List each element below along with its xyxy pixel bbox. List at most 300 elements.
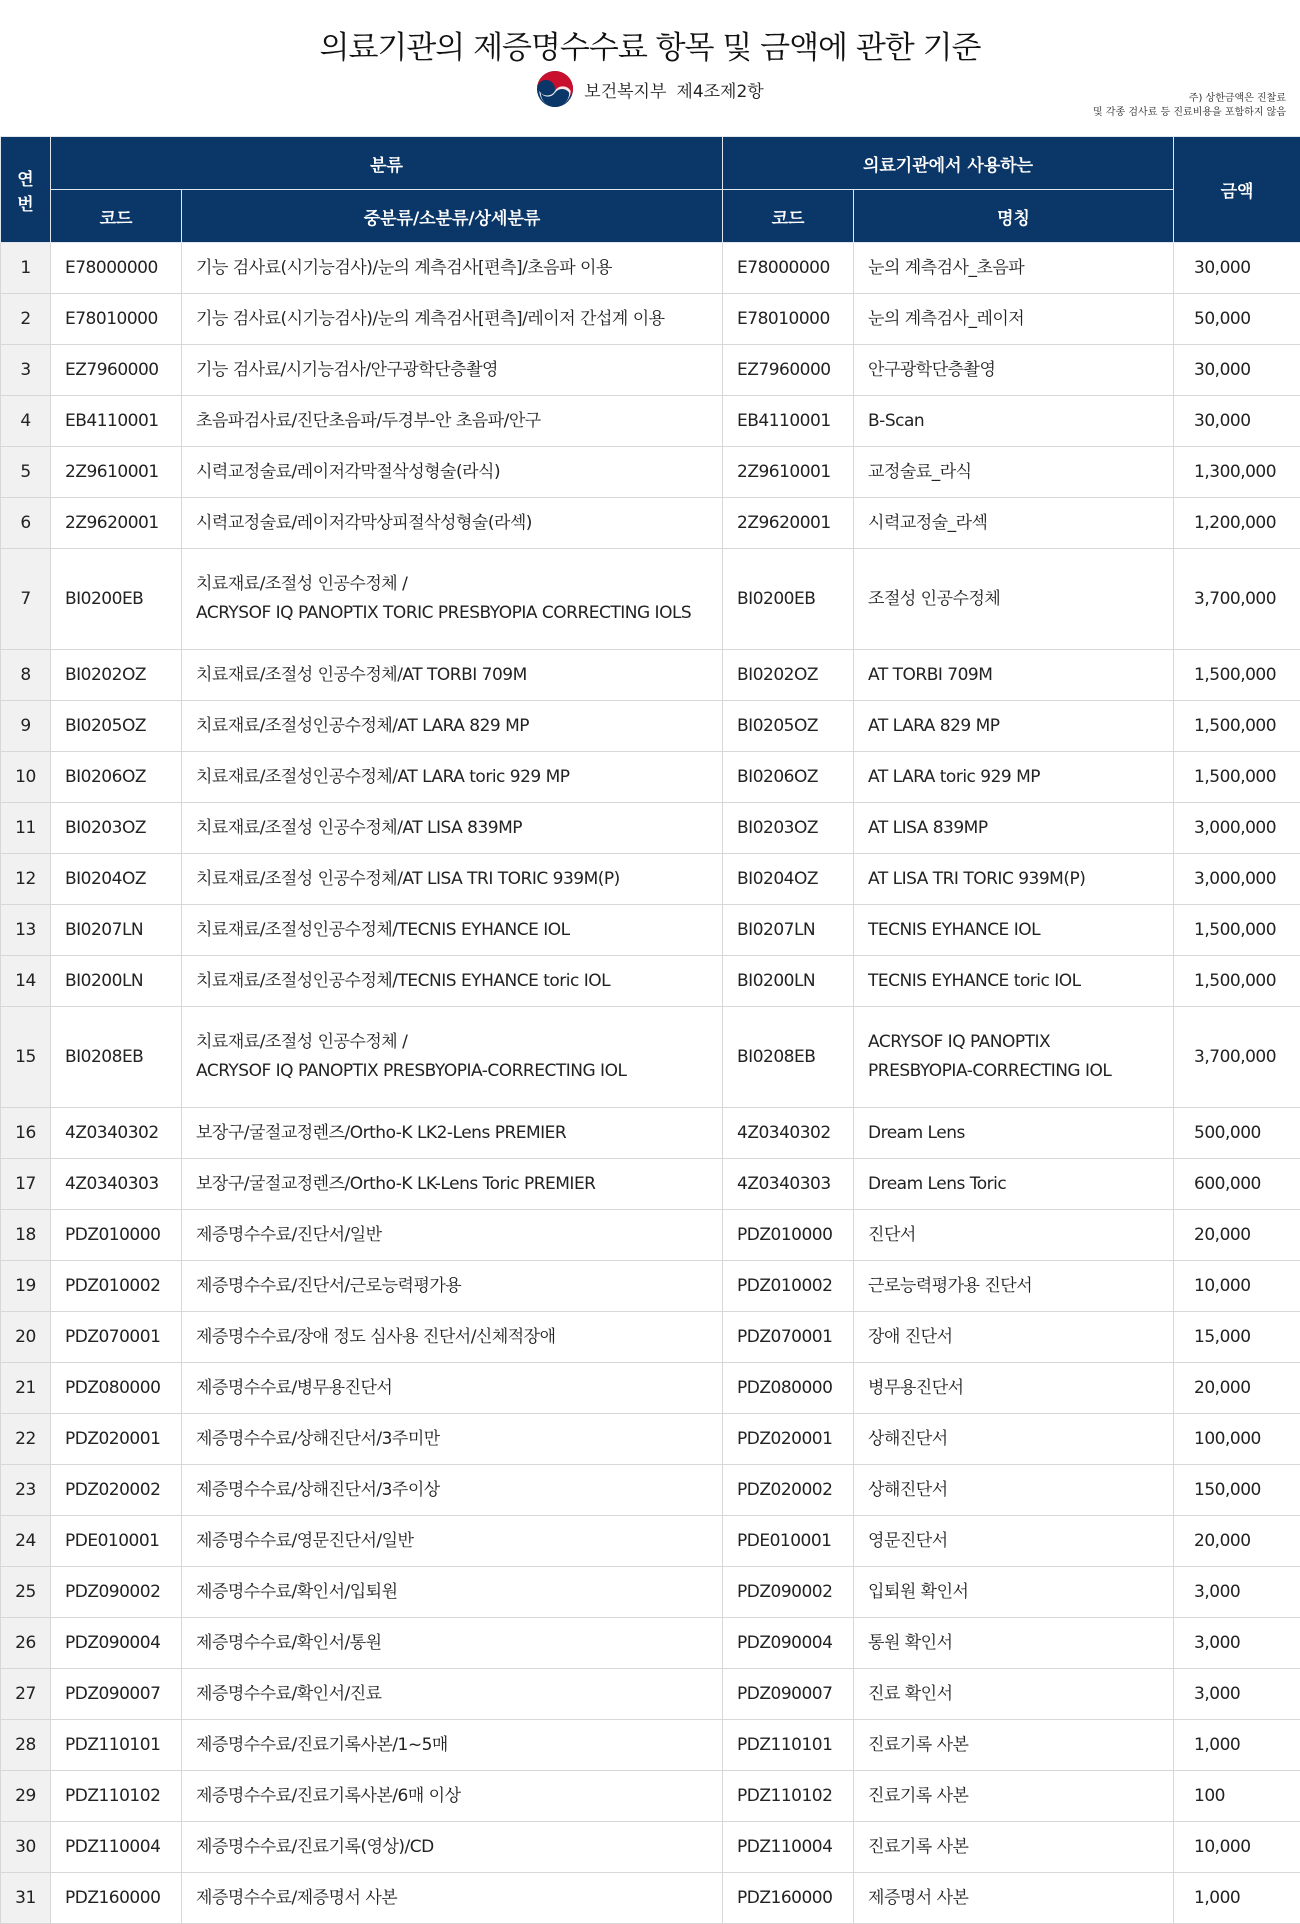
table-row (1, 294, 1300, 345)
amount-cell: 1,500,000 (1174, 650, 1300, 701)
category-line-1: 제증명수수료/진단서/근로능력평가용 (196, 1272, 722, 1301)
row-number: 9 (1, 701, 51, 752)
header-row-top (1, 137, 1300, 190)
amount-cell: 1,000 (1174, 1720, 1300, 1771)
row-number: 30 (1, 1822, 51, 1873)
amount-cell: 3,000 (1174, 1669, 1300, 1720)
classification-code: PDZ090007 (51, 1669, 182, 1720)
classification-code: PDZ080000 (51, 1363, 182, 1414)
amount-cell: 1,500,000 (1174, 905, 1300, 956)
category-cell (182, 1465, 723, 1516)
name-header: 명칭 (854, 190, 1174, 243)
institution-code: PDZ020001 (723, 1414, 854, 1465)
classification-code: E78000000 (51, 243, 182, 294)
institution-code: BI0204OZ (723, 854, 854, 905)
category-line-1: 제증명수수료/확인서/진료 (196, 1680, 722, 1709)
name-line-1: TECNIS EYHANCE toric IOL (868, 967, 1173, 996)
table-row (1, 1108, 1300, 1159)
table-row (1, 854, 1300, 905)
amount-cell: 30,000 (1174, 243, 1300, 294)
table-row (1, 1312, 1300, 1363)
name-line-1: AT TORBI 709M (868, 661, 1173, 690)
amount-cell: 20,000 (1174, 1363, 1300, 1414)
category-line-1: 시력교정술료/레이저각막상피절삭성형술(라섹) (196, 509, 722, 538)
name-line-2: PRESBYOPIA-CORRECTING IOL (868, 1057, 1173, 1086)
name-line-1: 진료 확인서 (868, 1680, 1173, 1709)
amount-cell: 50,000 (1174, 294, 1300, 345)
name-cell (854, 854, 1174, 905)
amount-cell: 20,000 (1174, 1210, 1300, 1261)
row-number: 12 (1, 854, 51, 905)
name-cell (854, 243, 1174, 294)
table-row (1, 1516, 1300, 1567)
row-number: 20 (1, 1312, 51, 1363)
institution-code: E78010000 (723, 294, 854, 345)
institution-code: PDZ080000 (723, 1363, 854, 1414)
category-line-1: 치료재료/조절성 인공수정체/AT TORBI 709M (196, 661, 722, 690)
table-row (1, 956, 1300, 1007)
table-row (1, 1007, 1300, 1108)
footnote-line-2: 및 각종 검사료 등 진료비용을 포함하지 않음 (1093, 106, 1286, 120)
classification-code: BI0200EB (51, 549, 182, 650)
row-number: 7 (1, 549, 51, 650)
category-line-1: 치료재료/조절성인공수정체/AT LARA toric 929 MP (196, 763, 722, 792)
classification-code: E78010000 (51, 294, 182, 345)
name-line-1: 제증명서 사본 (868, 1884, 1173, 1913)
category-cell (182, 905, 723, 956)
classification-header: 분류 (51, 137, 723, 190)
name-cell (854, 1414, 1174, 1465)
table-row (1, 1261, 1300, 1312)
institution-code: PDZ090004 (723, 1618, 854, 1669)
row-number: 6 (1, 498, 51, 549)
category-line-1: 치료재료/조절성인공수정체/AT LARA 829 MP (196, 712, 722, 741)
category-cell (182, 1159, 723, 1210)
name-line-1: Dream Lens Toric (868, 1170, 1173, 1199)
institution-code: PDZ020002 (723, 1465, 854, 1516)
amount-cell: 150,000 (1174, 1465, 1300, 1516)
category-line-1: 치료재료/조절성인공수정체/TECNIS EYHANCE toric IOL (196, 967, 722, 996)
table-row (1, 1618, 1300, 1669)
classification-code: PDZ110102 (51, 1771, 182, 1822)
name-line-1: 통원 확인서 (868, 1629, 1173, 1658)
institution-code: E78000000 (723, 243, 854, 294)
institution-code: BI0208EB (723, 1007, 854, 1108)
table-row (1, 1720, 1300, 1771)
category-header: 중분류/소분류/상세분류 (182, 190, 723, 243)
name-cell (854, 549, 1174, 650)
name-line-1: 상해진단서 (868, 1476, 1173, 1505)
name-cell (854, 905, 1174, 956)
category-line-1: 제증명수수료/진료기록사본/6매 이상 (196, 1782, 722, 1811)
table-row (1, 243, 1300, 294)
row-number: 5 (1, 447, 51, 498)
name-line-1: B-Scan (868, 407, 1173, 436)
category-cell (182, 1363, 723, 1414)
amount-cell: 3,700,000 (1174, 549, 1300, 650)
name-cell (854, 1159, 1174, 1210)
amount-cell: 100,000 (1174, 1414, 1300, 1465)
amount-cell: 30,000 (1174, 345, 1300, 396)
amount-cell: 1,000 (1174, 1873, 1300, 1924)
institution-code: 4Z0340302 (723, 1108, 854, 1159)
name-cell (854, 1363, 1174, 1414)
table-row (1, 1363, 1300, 1414)
row-number: 21 (1, 1363, 51, 1414)
institution-code: BI0207LN (723, 905, 854, 956)
name-cell (854, 1007, 1174, 1108)
inst-code-header: 코드 (723, 190, 854, 243)
row-number: 14 (1, 956, 51, 1007)
name-cell (854, 1108, 1174, 1159)
name-line-1: 안구광학단층촬영 (868, 356, 1173, 385)
row-number: 2 (1, 294, 51, 345)
name-line-1: Dream Lens (868, 1119, 1173, 1148)
name-line-1: 눈의 계측검사_초음파 (868, 254, 1173, 283)
institution-code: BI0200LN (723, 956, 854, 1007)
name-line-1: TECNIS EYHANCE IOL (868, 916, 1173, 945)
category-cell (182, 1414, 723, 1465)
row-number: 25 (1, 1567, 51, 1618)
name-line-1: 상해진단서 (868, 1425, 1173, 1454)
amount-cell: 3,000,000 (1174, 854, 1300, 905)
category-line-1: 제증명수수료/확인서/입퇴원 (196, 1578, 722, 1607)
classification-code: 2Z9620001 (51, 498, 182, 549)
category-line-1: 제증명수수료/장애 정도 심사용 진단서/신체적장애 (196, 1323, 722, 1352)
name-line-1: 영문진단서 (868, 1527, 1173, 1556)
category-cell (182, 1312, 723, 1363)
table-row (1, 752, 1300, 803)
page-title: 의료기관의 제증명수수료 항목 및 금액에 관한 기준 (0, 22, 1300, 67)
row-number: 8 (1, 650, 51, 701)
table-row (1, 1669, 1300, 1720)
category-line-1: 보장구/굴절교정렌즈/Ortho-K LK2-Lens PREMIER (196, 1119, 722, 1148)
category-cell (182, 1873, 723, 1924)
classification-code: PDZ070001 (51, 1312, 182, 1363)
row-number: 31 (1, 1873, 51, 1924)
category-line-1: 치료재료/조절성 인공수정체/AT LISA 839MP (196, 814, 722, 843)
row-number: 18 (1, 1210, 51, 1261)
row-number: 17 (1, 1159, 51, 1210)
name-cell (854, 498, 1174, 549)
category-line-1: 치료재료/조절성 인공수정체/AT LISA TRI TORIC 939M(P) (196, 865, 722, 894)
name-cell (854, 650, 1174, 701)
amount-cell: 1,500,000 (1174, 956, 1300, 1007)
government-emblem-icon (536, 70, 574, 108)
header-row-bottom (1, 190, 1300, 243)
classification-code: BI0206OZ (51, 752, 182, 803)
table-row (1, 803, 1300, 854)
name-line-1: 입퇴원 확인서 (868, 1578, 1173, 1607)
institution-code: PDZ160000 (723, 1873, 854, 1924)
classification-code: PDZ090002 (51, 1567, 182, 1618)
row-number: 15 (1, 1007, 51, 1108)
name-cell (854, 1618, 1174, 1669)
table-row (1, 1465, 1300, 1516)
institution-code: 4Z0340303 (723, 1159, 854, 1210)
name-cell (854, 294, 1174, 345)
footnote (1093, 92, 1286, 120)
table-row (1, 345, 1300, 396)
classification-code: PDZ010002 (51, 1261, 182, 1312)
category-cell (182, 447, 723, 498)
row-number: 16 (1, 1108, 51, 1159)
category-cell (182, 956, 723, 1007)
institution-code: PDZ070001 (723, 1312, 854, 1363)
classification-code: PDZ110004 (51, 1822, 182, 1873)
classification-code: PDZ110101 (51, 1720, 182, 1771)
seq-header-bottom: 번 (2, 190, 49, 215)
fee-table (0, 136, 1300, 1924)
classification-code: BI0207LN (51, 905, 182, 956)
row-number: 26 (1, 1618, 51, 1669)
institution-code: PDZ110004 (723, 1822, 854, 1873)
institution-code: PDZ010000 (723, 1210, 854, 1261)
seq-header (1, 137, 51, 243)
row-number: 1 (1, 243, 51, 294)
amount-header: 금액 (1174, 137, 1300, 243)
name-line-1: 교정술료_라식 (868, 458, 1173, 487)
institution-code: BI0202OZ (723, 650, 854, 701)
table-row (1, 447, 1300, 498)
amount-cell: 1,300,000 (1174, 447, 1300, 498)
amount-cell: 20,000 (1174, 1516, 1300, 1567)
category-line-1: 시력교정술료/레이저각막절삭성형술(라식) (196, 458, 722, 487)
category-line-1: 치료재료/조절성인공수정체/TECNIS EYHANCE IOL (196, 916, 722, 945)
category-line-1: 기능 검사료/시기능검사/안구광학단층촬영 (196, 356, 722, 385)
category-cell (182, 1516, 723, 1567)
row-number: 10 (1, 752, 51, 803)
classification-code: PDZ020002 (51, 1465, 182, 1516)
category-line-1: 제증명수수료/영문진단서/일반 (196, 1527, 722, 1556)
classification-code: BI0204OZ (51, 854, 182, 905)
institution-code: PDZ010002 (723, 1261, 854, 1312)
name-cell (854, 1669, 1174, 1720)
name-cell (854, 1465, 1174, 1516)
category-cell (182, 549, 723, 650)
classification-code: PDZ020001 (51, 1414, 182, 1465)
name-line-1: 진료기록 사본 (868, 1833, 1173, 1862)
institution-code: PDZ110101 (723, 1720, 854, 1771)
category-line-1: 기능 검사료(시기능검사)/눈의 계측검사[편측]/초음파 이용 (196, 254, 722, 283)
table-row (1, 701, 1300, 752)
name-cell (854, 1822, 1174, 1873)
name-cell (854, 956, 1174, 1007)
amount-cell: 1,200,000 (1174, 498, 1300, 549)
row-number: 29 (1, 1771, 51, 1822)
category-line-2: ACRYSOF IQ PANOPTIX TORIC PRESBYOPIA CORRECTING IOLS (196, 599, 722, 628)
name-cell (854, 1567, 1174, 1618)
category-line-1: 초음파검사료/진단초음파/두경부-안 초음파/안구 (196, 407, 722, 436)
category-line-1: 보장구/굴절교정렌즈/Ortho-K LK-Lens Toric PREMIER (196, 1170, 722, 1199)
amount-cell: 1,500,000 (1174, 701, 1300, 752)
table-row (1, 905, 1300, 956)
amount-cell: 15,000 (1174, 1312, 1300, 1363)
category-line-1: 기능 검사료(시기능검사)/눈의 계측검사[편측]/레이저 간섭계 이용 (196, 305, 722, 334)
name-cell (854, 345, 1174, 396)
institution-code: 2Z9620001 (723, 498, 854, 549)
name-line-1: 눈의 계측검사_레이저 (868, 305, 1173, 334)
category-cell (182, 243, 723, 294)
category-cell (182, 854, 723, 905)
table-row (1, 1567, 1300, 1618)
row-number: 19 (1, 1261, 51, 1312)
category-cell (182, 701, 723, 752)
classification-code: BI0202OZ (51, 650, 182, 701)
category-cell (182, 1210, 723, 1261)
amount-cell: 1,500,000 (1174, 752, 1300, 803)
amount-cell: 3,000,000 (1174, 803, 1300, 854)
classification-code: PDZ090004 (51, 1618, 182, 1669)
category-line-1: 제증명수수료/상해진단서/3주미만 (196, 1425, 722, 1454)
name-line-1: 근로능력평가용 진단서 (868, 1272, 1173, 1301)
name-cell (854, 701, 1174, 752)
article-ref: 제4조제2항 (676, 77, 763, 102)
amount-cell: 600,000 (1174, 1159, 1300, 1210)
seq-header-top: 연 (2, 165, 49, 190)
category-line-1: 치료재료/조절성 인공수정체 / (196, 1028, 722, 1057)
institution-code: BI0206OZ (723, 752, 854, 803)
amount-cell: 3,000 (1174, 1618, 1300, 1669)
category-cell (182, 1771, 723, 1822)
classification-code: PDE010001 (51, 1516, 182, 1567)
table-row (1, 549, 1300, 650)
classification-code: EB4110001 (51, 396, 182, 447)
amount-cell: 10,000 (1174, 1822, 1300, 1873)
category-cell (182, 1822, 723, 1873)
category-line-1: 제증명수수료/진료기록사본/1~5매 (196, 1731, 722, 1760)
amount-cell: 3,700,000 (1174, 1007, 1300, 1108)
table-row (1, 650, 1300, 701)
category-cell (182, 1108, 723, 1159)
name-cell (854, 1312, 1174, 1363)
name-line-1: 진단서 (868, 1221, 1173, 1250)
category-cell (182, 650, 723, 701)
institution-code: 2Z9610001 (723, 447, 854, 498)
row-number: 22 (1, 1414, 51, 1465)
name-line-1: AT LARA 829 MP (868, 712, 1173, 741)
institution-code: EZ7960000 (723, 345, 854, 396)
table-body (1, 243, 1300, 1924)
row-number: 13 (1, 905, 51, 956)
institution-code: EB4110001 (723, 396, 854, 447)
row-number: 24 (1, 1516, 51, 1567)
category-cell (182, 1261, 723, 1312)
name-cell (854, 1516, 1174, 1567)
category-cell (182, 498, 723, 549)
footnote-line-1: 주) 상한금액은 진찰료 (1093, 92, 1286, 106)
name-line-1: 진료기록 사본 (868, 1782, 1173, 1811)
institution-code: BI0200EB (723, 549, 854, 650)
category-cell (182, 752, 723, 803)
row-number: 3 (1, 345, 51, 396)
name-line-1: 병무용진단서 (868, 1374, 1173, 1403)
category-line-1: 치료재료/조절성 인공수정체 / (196, 570, 722, 599)
category-cell (182, 803, 723, 854)
amount-cell: 3,000 (1174, 1567, 1300, 1618)
amount-cell: 10,000 (1174, 1261, 1300, 1312)
table-row (1, 1771, 1300, 1822)
institution-code: BI0203OZ (723, 803, 854, 854)
classification-code: PDZ010000 (51, 1210, 182, 1261)
name-line-1: 장애 진단서 (868, 1323, 1173, 1352)
name-line-1: AT LISA 839MP (868, 814, 1173, 843)
name-cell (854, 1720, 1174, 1771)
category-cell (182, 1669, 723, 1720)
category-cell (182, 1720, 723, 1771)
category-cell (182, 345, 723, 396)
classification-code: BI0205OZ (51, 701, 182, 752)
name-cell (854, 752, 1174, 803)
category-line-1: 제증명수수료/병무용진단서 (196, 1374, 722, 1403)
name-cell (854, 447, 1174, 498)
row-number: 4 (1, 396, 51, 447)
institution-header: 의료기관에서 사용하는 (723, 137, 1174, 190)
amount-cell: 30,000 (1174, 396, 1300, 447)
name-line-1: 진료기록 사본 (868, 1731, 1173, 1760)
classification-code: PDZ160000 (51, 1873, 182, 1924)
classification-code: 4Z0340302 (51, 1108, 182, 1159)
category-line-1: 제증명수수료/확인서/통원 (196, 1629, 722, 1658)
classification-code: BI0208EB (51, 1007, 182, 1108)
row-number: 27 (1, 1669, 51, 1720)
category-line-1: 제증명수수료/상해진단서/3주이상 (196, 1476, 722, 1505)
category-cell (182, 396, 723, 447)
table-row (1, 1159, 1300, 1210)
name-cell (854, 396, 1174, 447)
institution-code: BI0205OZ (723, 701, 854, 752)
table-row (1, 498, 1300, 549)
row-number: 11 (1, 803, 51, 854)
name-cell (854, 1210, 1174, 1261)
institution-code: PDZ110102 (723, 1771, 854, 1822)
name-line-1: ACRYSOF IQ PANOPTIX (868, 1028, 1173, 1057)
category-cell (182, 1618, 723, 1669)
table-row (1, 396, 1300, 447)
row-number: 23 (1, 1465, 51, 1516)
institution-code: PDZ090007 (723, 1669, 854, 1720)
name-line-1: 시력교정술_라섹 (868, 509, 1173, 538)
name-line-1: 조절성 인공수정체 (868, 585, 1173, 614)
table-row (1, 1414, 1300, 1465)
code-header: 코드 (51, 190, 182, 243)
category-cell (182, 294, 723, 345)
document-header (0, 0, 1300, 136)
name-cell (854, 1873, 1174, 1924)
institution-code: PDE010001 (723, 1516, 854, 1567)
classification-code: 4Z0340303 (51, 1159, 182, 1210)
classification-code: BI0203OZ (51, 803, 182, 854)
table-row (1, 1210, 1300, 1261)
classification-code: BI0200LN (51, 956, 182, 1007)
category-line-1: 제증명수수료/진료기록(영상)/CD (196, 1833, 722, 1862)
ministry-name: 보건복지부 (584, 77, 666, 102)
amount-cell: 500,000 (1174, 1108, 1300, 1159)
table-row (1, 1873, 1300, 1924)
name-line-1: AT LARA toric 929 MP (868, 763, 1173, 792)
classification-code: 2Z9610001 (51, 447, 182, 498)
institution-code: PDZ090002 (723, 1567, 854, 1618)
name-cell (854, 803, 1174, 854)
category-cell (182, 1567, 723, 1618)
category-line-1: 제증명수수료/제증명서 사본 (196, 1884, 722, 1913)
name-cell (854, 1261, 1174, 1312)
amount-cell: 100 (1174, 1771, 1300, 1822)
row-number: 28 (1, 1720, 51, 1771)
category-line-1: 제증명수수료/진단서/일반 (196, 1221, 722, 1250)
category-line-2: ACRYSOF IQ PANOPTIX PRESBYOPIA-CORRECTING IOL (196, 1057, 722, 1086)
classification-code: EZ7960000 (51, 345, 182, 396)
